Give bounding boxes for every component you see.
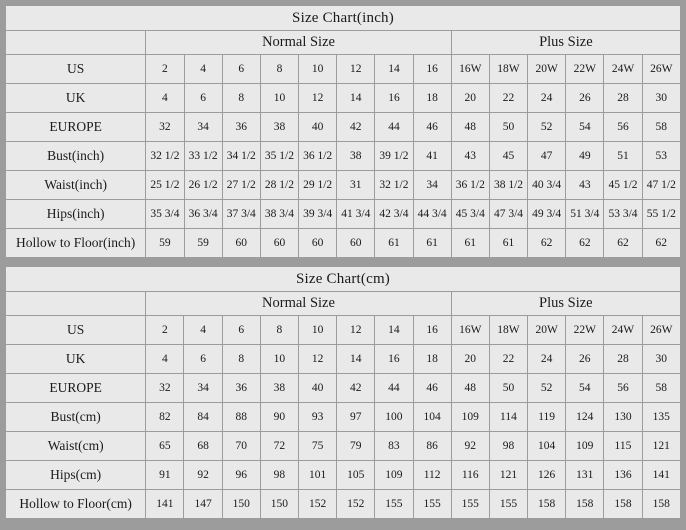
table-cell: 56 [604, 113, 642, 142]
table-cell: 126 [528, 461, 566, 490]
table-row [6, 316, 681, 345]
table-cell: 14 [337, 345, 375, 374]
table-cell: 40 3/4 [528, 171, 566, 200]
table-cell: 53 [642, 142, 680, 171]
table-cell: 62 [642, 229, 680, 258]
row-label: Hips(cm) [6, 461, 146, 490]
size-chart-cm-block [4, 265, 682, 520]
chart-title: Size Chart(inch) [6, 6, 681, 31]
table-cell: 45 [489, 142, 527, 171]
table-cell: 49 3/4 [528, 200, 566, 229]
table-cell: 155 [489, 490, 527, 519]
table-cell: 26 [566, 84, 604, 113]
table-cell: 68 [184, 432, 222, 461]
table-cell: 10 [299, 55, 337, 84]
table-cell: 26W [642, 55, 680, 84]
table-cell: 158 [604, 490, 642, 519]
table-cell: 10 [260, 84, 298, 113]
table-cell: 121 [642, 432, 680, 461]
table-cell: 36 3/4 [184, 200, 222, 229]
table-cell: 50 [489, 113, 527, 142]
table-cell: 58 [642, 113, 680, 142]
table-cell: 79 [337, 432, 375, 461]
table-cell: 36 1/2 [299, 142, 337, 171]
table-cell: 48 [451, 113, 489, 142]
table-cell: 42 [337, 113, 375, 142]
table-cell: 61 [451, 229, 489, 258]
table-row [6, 171, 681, 200]
table-cell: 41 [413, 142, 451, 171]
table-cell: 40 [299, 374, 337, 403]
table-cell: 60 [260, 229, 298, 258]
table-cell: 20 [451, 84, 489, 113]
table-cell: 6 [184, 345, 222, 374]
table-cell: 155 [451, 490, 489, 519]
corner-cell [6, 292, 146, 316]
group-header: Plus Size [451, 292, 680, 316]
chart-title: Size Chart(cm) [6, 267, 681, 292]
table-cell: 51 [604, 142, 642, 171]
table-cell: 86 [413, 432, 451, 461]
table-cell: 24W [604, 316, 642, 345]
table-cell: 52 [528, 113, 566, 142]
table-cell: 30 [642, 345, 680, 374]
table-cell: 12 [299, 345, 337, 374]
table-cell: 38 [260, 374, 298, 403]
table-cell: 62 [604, 229, 642, 258]
table-cell: 8 [222, 84, 260, 113]
table-cell: 55 1/2 [642, 200, 680, 229]
table-cell: 109 [375, 461, 413, 490]
row-label: Hollow to Floor(cm) [6, 490, 146, 519]
table-cell: 124 [566, 403, 604, 432]
table-cell: 20W [528, 316, 566, 345]
table-cell: 50 [489, 374, 527, 403]
table-cell: 24 [528, 84, 566, 113]
table-cell: 16 [413, 316, 451, 345]
table-cell: 130 [604, 403, 642, 432]
row-label: US [6, 316, 146, 345]
table-row [6, 200, 681, 229]
row-label: Waist(inch) [6, 171, 146, 200]
table-cell: 59 [146, 229, 184, 258]
table-cell: 155 [413, 490, 451, 519]
table-cell: 65 [146, 432, 184, 461]
table-cell: 121 [489, 461, 527, 490]
table-cell: 12 [337, 55, 375, 84]
table-cell: 109 [451, 403, 489, 432]
table-cell: 34 [184, 374, 222, 403]
table-cell: 147 [184, 490, 222, 519]
table-cell: 119 [528, 403, 566, 432]
size-chart-inch-table [5, 5, 681, 258]
table-cell: 90 [260, 403, 298, 432]
table-row [6, 403, 681, 432]
row-label: UK [6, 84, 146, 113]
table-cell: 62 [528, 229, 566, 258]
table-cell: 98 [260, 461, 298, 490]
table-cell: 32 1/2 [375, 171, 413, 200]
table-cell: 22W [566, 55, 604, 84]
table-cell: 141 [146, 490, 184, 519]
table-cell: 158 [528, 490, 566, 519]
group-header-row [6, 292, 681, 316]
table-cell: 28 [604, 84, 642, 113]
table-cell: 114 [489, 403, 527, 432]
table-cell: 39 3/4 [299, 200, 337, 229]
table-cell: 42 [337, 374, 375, 403]
table-cell: 34 1/2 [222, 142, 260, 171]
table-cell: 135 [642, 403, 680, 432]
table-cell: 155 [375, 490, 413, 519]
table-cell: 30 [642, 84, 680, 113]
table-row [6, 374, 681, 403]
table-cell: 53 3/4 [604, 200, 642, 229]
row-label: US [6, 55, 146, 84]
row-label: Bust(inch) [6, 142, 146, 171]
table-cell: 52 [528, 374, 566, 403]
table-cell: 49 [566, 142, 604, 171]
size-chart-inch-block [4, 4, 682, 259]
table-cell: 28 [604, 345, 642, 374]
table-cell: 31 [337, 171, 375, 200]
table-cell: 6 [184, 84, 222, 113]
table-cell: 4 [184, 55, 222, 84]
row-label: EUROPE [6, 374, 146, 403]
table-cell: 36 [222, 113, 260, 142]
table-cell: 152 [337, 490, 375, 519]
table-cell: 59 [184, 229, 222, 258]
table-cell: 27 1/2 [222, 171, 260, 200]
table-cell: 41 3/4 [337, 200, 375, 229]
table-cell: 16W [451, 55, 489, 84]
table-cell: 115 [604, 432, 642, 461]
table-cell: 158 [642, 490, 680, 519]
table-cell: 109 [566, 432, 604, 461]
table-cell: 38 1/2 [489, 171, 527, 200]
row-label: Waist(cm) [6, 432, 146, 461]
table-cell: 61 [489, 229, 527, 258]
table-row [6, 461, 681, 490]
table-cell: 28 1/2 [260, 171, 298, 200]
table-cell: 4 [146, 345, 184, 374]
table-row [6, 229, 681, 258]
table-cell: 32 1/2 [146, 142, 184, 171]
table-cell: 39 1/2 [375, 142, 413, 171]
table-cell: 32 [146, 113, 184, 142]
table-cell: 44 [375, 374, 413, 403]
table-cell: 8 [222, 345, 260, 374]
table-cell: 42 3/4 [375, 200, 413, 229]
table-cell: 61 [413, 229, 451, 258]
table-cell: 54 [566, 113, 604, 142]
row-label: EUROPE [6, 113, 146, 142]
table-cell: 14 [375, 55, 413, 84]
table-cell: 83 [375, 432, 413, 461]
table-cell: 16W [451, 316, 489, 345]
table-cell: 92 [451, 432, 489, 461]
table-row [6, 490, 681, 519]
table-cell: 70 [222, 432, 260, 461]
table-cell: 24W [604, 55, 642, 84]
table-cell: 105 [337, 461, 375, 490]
table-cell: 25 1/2 [146, 171, 184, 200]
size-chart-cm-table [5, 266, 681, 519]
table-cell: 44 3/4 [413, 200, 451, 229]
group-header-row [6, 31, 681, 55]
table-cell: 16 [413, 55, 451, 84]
table-cell: 40 [299, 113, 337, 142]
table-cell: 150 [260, 490, 298, 519]
table-cell: 101 [299, 461, 337, 490]
chart-title-row [6, 6, 681, 31]
table-cell: 150 [222, 490, 260, 519]
table-cell: 47 3/4 [489, 200, 527, 229]
table-row [6, 55, 681, 84]
table-cell: 10 [260, 345, 298, 374]
table-cell: 152 [299, 490, 337, 519]
table-cell: 16 [375, 84, 413, 113]
table-cell: 98 [489, 432, 527, 461]
table-cell: 37 3/4 [222, 200, 260, 229]
table-cell: 46 [413, 374, 451, 403]
table-cell: 22 [489, 84, 527, 113]
table-cell: 22 [489, 345, 527, 374]
table-cell: 16 [375, 345, 413, 374]
table-cell: 82 [146, 403, 184, 432]
table-cell: 38 3/4 [260, 200, 298, 229]
table-cell: 34 [413, 171, 451, 200]
table-cell: 158 [566, 490, 604, 519]
table-cell: 91 [146, 461, 184, 490]
corner-cell [6, 31, 146, 55]
table-cell: 96 [222, 461, 260, 490]
table-cell: 14 [337, 84, 375, 113]
table-cell: 12 [337, 316, 375, 345]
table-cell: 29 1/2 [299, 171, 337, 200]
group-header: Normal Size [146, 292, 451, 316]
table-cell: 60 [222, 229, 260, 258]
row-label: UK [6, 345, 146, 374]
table-cell: 26 1/2 [184, 171, 222, 200]
table-cell: 47 [528, 142, 566, 171]
row-label: Hollow to Floor(inch) [6, 229, 146, 258]
table-cell: 4 [184, 316, 222, 345]
table-cell: 84 [184, 403, 222, 432]
table-cell: 47 1/2 [642, 171, 680, 200]
table-cell: 54 [566, 374, 604, 403]
table-row [6, 84, 681, 113]
table-cell: 97 [337, 403, 375, 432]
table-cell: 104 [413, 403, 451, 432]
table-cell: 75 [299, 432, 337, 461]
table-cell: 38 [260, 113, 298, 142]
table-cell: 12 [299, 84, 337, 113]
table-cell: 61 [375, 229, 413, 258]
table-cell: 18 [413, 84, 451, 113]
table-cell: 6 [222, 55, 260, 84]
table-cell: 20 [451, 345, 489, 374]
table-cell: 10 [299, 316, 337, 345]
table-cell: 18W [489, 55, 527, 84]
table-row [6, 432, 681, 461]
table-cell: 14 [375, 316, 413, 345]
table-cell: 100 [375, 403, 413, 432]
table-cell: 51 3/4 [566, 200, 604, 229]
table-row [6, 142, 681, 171]
table-cell: 45 3/4 [451, 200, 489, 229]
table-cell: 45 1/2 [604, 171, 642, 200]
table-cell: 24 [528, 345, 566, 374]
chart-title-row [6, 267, 681, 292]
row-label: Hips(inch) [6, 200, 146, 229]
table-cell: 8 [260, 55, 298, 84]
table-cell: 22W [566, 316, 604, 345]
size-chart-inch-body [6, 6, 681, 258]
table-cell: 18W [489, 316, 527, 345]
row-label: Bust(cm) [6, 403, 146, 432]
table-cell: 26W [642, 316, 680, 345]
group-header: Plus Size [451, 31, 680, 55]
table-cell: 6 [222, 316, 260, 345]
table-cell: 116 [451, 461, 489, 490]
table-cell: 136 [604, 461, 642, 490]
size-chart-cm-body [6, 267, 681, 519]
table-cell: 58 [642, 374, 680, 403]
table-cell: 36 1/2 [451, 171, 489, 200]
table-cell: 56 [604, 374, 642, 403]
table-cell: 4 [146, 84, 184, 113]
table-cell: 88 [222, 403, 260, 432]
table-cell: 32 [146, 374, 184, 403]
table-cell: 60 [337, 229, 375, 258]
table-cell: 35 1/2 [260, 142, 298, 171]
table-cell: 2 [146, 55, 184, 84]
table-row [6, 113, 681, 142]
table-cell: 46 [413, 113, 451, 142]
group-header: Normal Size [146, 31, 451, 55]
table-cell: 93 [299, 403, 337, 432]
table-cell: 34 [184, 113, 222, 142]
table-row [6, 345, 681, 374]
table-cell: 60 [299, 229, 337, 258]
table-cell: 33 1/2 [184, 142, 222, 171]
table-cell: 131 [566, 461, 604, 490]
table-cell: 62 [566, 229, 604, 258]
table-cell: 48 [451, 374, 489, 403]
table-cell: 92 [184, 461, 222, 490]
table-cell: 104 [528, 432, 566, 461]
table-cell: 36 [222, 374, 260, 403]
table-cell: 72 [260, 432, 298, 461]
table-cell: 35 3/4 [146, 200, 184, 229]
table-cell: 43 [451, 142, 489, 171]
table-cell: 43 [566, 171, 604, 200]
table-cell: 8 [260, 316, 298, 345]
table-cell: 141 [642, 461, 680, 490]
table-cell: 20W [528, 55, 566, 84]
table-cell: 112 [413, 461, 451, 490]
table-cell: 26 [566, 345, 604, 374]
table-cell: 18 [413, 345, 451, 374]
table-cell: 2 [146, 316, 184, 345]
table-cell: 38 [337, 142, 375, 171]
table-cell: 44 [375, 113, 413, 142]
